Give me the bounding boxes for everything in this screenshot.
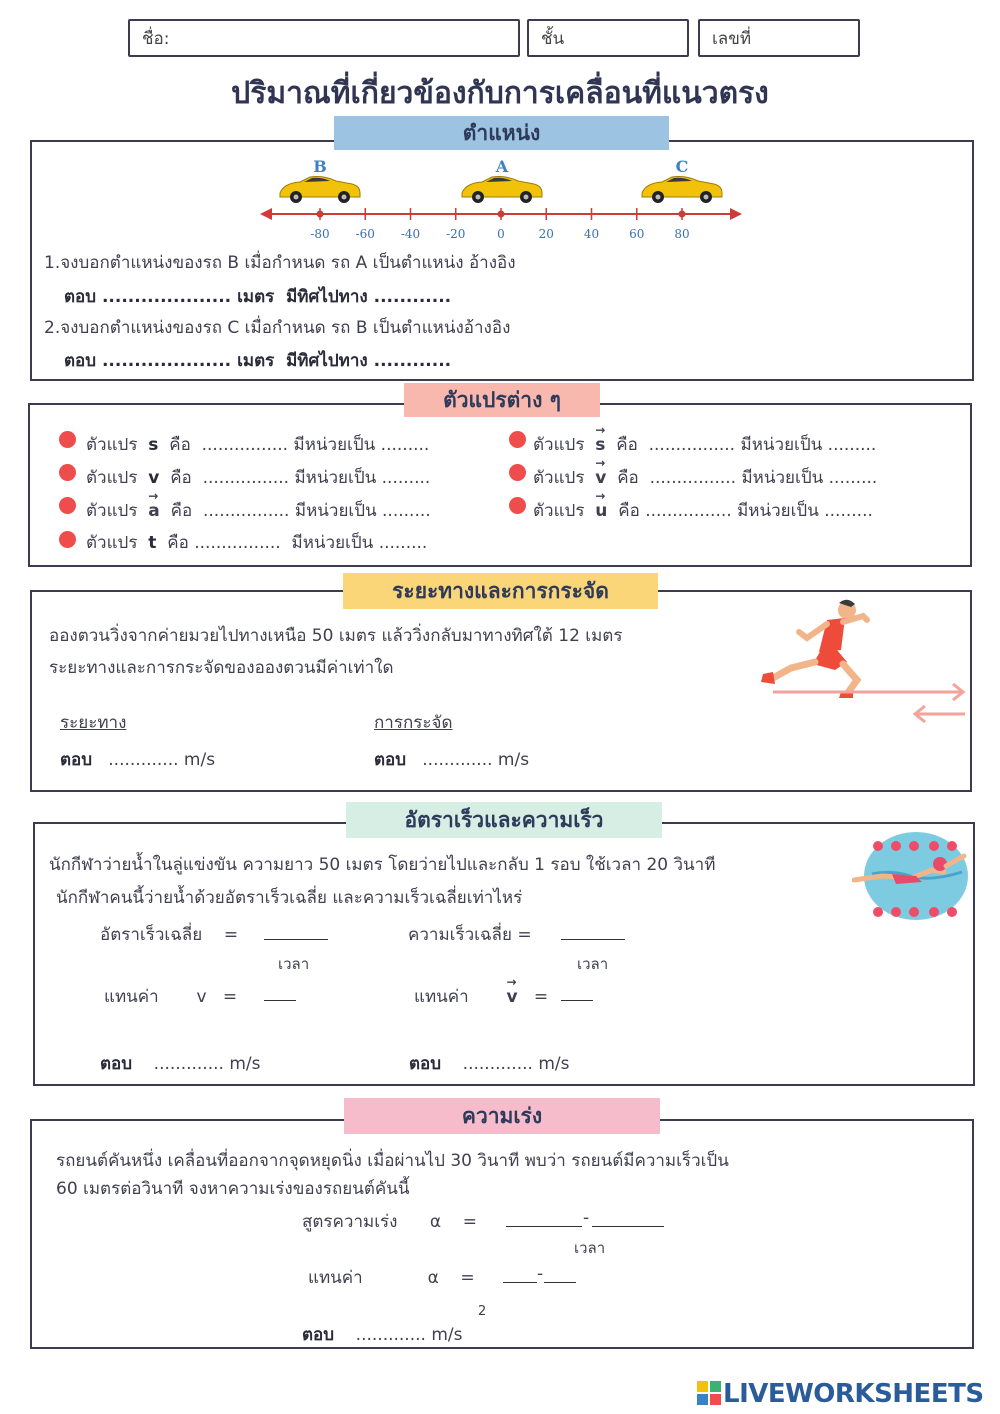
unit-blank[interactable]: ......... [824, 501, 873, 521]
bullet-dot-icon [509, 497, 526, 514]
distance-ribbon: ระยะทางและการกระจัด [343, 573, 658, 609]
displacement-column-label: การกระจัด [374, 713, 453, 733]
car-label-a: A [495, 157, 509, 176]
answer-blank[interactable]: .................... [101, 351, 232, 371]
acceleration-problem-line-1: รถยนต์คันหนึ่ง เคลื่อนที่ออกจากจุดหยุดนิ่ง เมื่อผ่านไป 30 วินาที พบว่า รถยนต์มีความเร็วเป็น [56, 1151, 729, 1171]
answer-blank[interactable]: ............. [422, 750, 493, 770]
distance-problem-line-2: ระยะทางและการกระจัดของอองตวนมีค่าเท่าใด [49, 658, 394, 678]
axis-arrow-left-icon [260, 208, 272, 220]
velocity-answer: ตอบ ............. m/s [409, 1054, 570, 1074]
axis-tick-label: 80 [674, 227, 690, 241]
question-1: 1.จงบอกตำแหน่งของรถ B เมื่อกำหนด รถ A เป็นตำแหน่ง อ้างอิง [44, 253, 516, 273]
name-field[interactable] [128, 19, 520, 57]
velocity-numerator-blank[interactable] [561, 939, 625, 940]
bullet-dot-icon [59, 431, 76, 448]
unit-blank[interactable]: ......... [827, 435, 877, 455]
meter-label: เมตร [237, 287, 275, 307]
question-2: 2.จงบอกตำแหน่งของรถ C เมื่อกำหนด รถ B เป็นตำแหน่งอ้างอิง [44, 318, 511, 338]
axis-tick-label: -80 [310, 227, 330, 241]
substitute-blank-2[interactable] [544, 1282, 576, 1283]
bullet-dot-icon [59, 464, 76, 481]
definition-blank[interactable]: ................ [645, 501, 732, 521]
answer-label: ตอบ [64, 351, 97, 371]
meter-label: เมตร [237, 351, 275, 371]
variable-row-v-vector: ตัวแปร → v คือ ................ มีหน่วยเป็น ......... [533, 464, 877, 491]
car-label-c: C [675, 157, 689, 176]
page-title: ปริมาณที่เกี่ยวข้องกับการเคลื่อนที่แนวตรง [231, 76, 769, 111]
car-label-b: B [313, 157, 327, 176]
axis-arrow-right-icon [730, 208, 742, 220]
final-velocity-blank[interactable] [506, 1226, 582, 1227]
variable-row-t: ตัวแปร t คือ ................ มีหน่วยเป็น ......... [86, 533, 428, 553]
variable-row-u-vector: ตัวแปร → u คือ ................ มีหน่วยเป็น ......... [533, 497, 873, 524]
distance-column-label: ระยะทาง [60, 713, 127, 733]
direction-label: มีทิศไปทาง [286, 351, 368, 371]
acceleration-denominator: เวลา [574, 1239, 606, 1257]
car-position-dot [498, 211, 505, 218]
axis-ticks [310, 208, 689, 241]
direction-label: มีทิศไปทาง [286, 287, 368, 307]
axis-tick-label: -20 [446, 227, 466, 241]
unit-blank[interactable]: ......... [828, 468, 878, 488]
axis-tick-label: -40 [400, 227, 421, 241]
bullet-dot-icon [509, 431, 526, 448]
formula-minus: - [583, 1208, 590, 1228]
speed-substitute-row: แทนค่า v = [104, 987, 238, 1007]
direction-blank[interactable]: ............ [373, 351, 452, 371]
axis-tick-label: 20 [538, 227, 554, 241]
speed-problem-line-1: นักกีฬาว่ายน้ำในลู่แข่งขัน ความยาว 50 เมตร โดยว่ายไปและกลับ 1 รอบ ใช้เวลา 20 วินาที [49, 855, 716, 875]
average-speed-label: อัตราเร็วเฉลี่ย = [100, 925, 239, 945]
bullet-dot-icon [509, 464, 526, 481]
speed-problem-line-2: นักกีฬาคนนี้ว่ายน้ำด้วยอัตราเร็วเฉลี่ย และความเร็วเฉลี่ยเท่าไหร่ [56, 888, 523, 908]
variable-row-s-vector: ตัวแปร → s คือ ................ มีหน่วยเป็น ......... [533, 431, 876, 458]
speed-numerator-blank[interactable] [264, 939, 328, 940]
number-line-figure [250, 150, 750, 250]
number-label: เลขที่ [712, 29, 752, 49]
swimmer-icon [854, 832, 968, 920]
bullet-dot-icon [59, 531, 76, 548]
position-ribbon: ตำแหน่ง [334, 116, 669, 150]
car-b-icon [280, 177, 360, 204]
substitute-minus: - [537, 1264, 544, 1284]
answer-blank[interactable]: ............. [153, 1054, 224, 1074]
arrow-left-icon [915, 706, 965, 722]
axis-tick-label: 60 [629, 227, 645, 241]
class-label: ชั้น [541, 29, 565, 49]
number-field[interactable] [698, 19, 860, 57]
speed-substitute-blank[interactable] [264, 1000, 296, 1001]
average-velocity-label: ความเร็วเฉลี่ย = [408, 925, 532, 945]
car-a-icon [462, 177, 542, 204]
definition-blank[interactable]: ................ [201, 435, 289, 455]
variables-ribbon: ตัวแปรต่าง ๆ [404, 383, 600, 417]
logo-text: LIVEWORKSHEETS [723, 1379, 984, 1409]
velocity-denominator: เวลา [577, 955, 609, 973]
definition-blank[interactable]: ................ [194, 533, 281, 553]
runner-illustration [755, 598, 970, 728]
axis-tick-label: 40 [583, 227, 600, 241]
speed-answer: ตอบ ............. m/s [100, 1054, 261, 1074]
velocity-substitute-row: แทนค่า → v = [414, 983, 548, 1010]
variable-row-a: ตัวแปร → a คือ ................ มีหน่วยเป็น ......... [86, 497, 431, 524]
substitute-blank-1[interactable] [503, 1282, 537, 1283]
speed-ribbon: อัตราเร็วและความเร็ว [346, 802, 662, 838]
answer-blank[interactable]: ............. [462, 1054, 533, 1074]
distance-answer: ตอบ ............. m/s [60, 750, 216, 770]
logo-mark-icon [697, 1381, 721, 1405]
acceleration-substitute-row: แทนค่า α = [308, 1268, 475, 1288]
definition-blank[interactable]: ................ [648, 435, 736, 455]
answer-label: ตอบ [64, 287, 97, 307]
displacement-answer: ตอบ ............. m/s [374, 750, 530, 770]
acceleration-formula-row: สูตรความเร่ง α = [302, 1212, 477, 1232]
answer-row-2 [64, 347, 451, 374]
velocity-substitute-blank[interactable] [561, 1000, 593, 1001]
answer-blank[interactable]: ............. [355, 1325, 426, 1345]
runner-icon [761, 600, 867, 698]
definition-blank[interactable]: ................ [202, 468, 290, 488]
unit-blank[interactable]: ......... [378, 533, 428, 553]
class-field[interactable] [527, 19, 689, 57]
axis-tick-label: -60 [355, 227, 375, 241]
car-position-dot [679, 211, 686, 218]
unit-blank[interactable]: ......... [382, 501, 431, 521]
answer-row-1 [64, 283, 451, 310]
unit-blank[interactable]: ......... [381, 468, 431, 488]
name-label: ชื่อ: [142, 29, 170, 49]
distance-problem-line-1: อองตวนวิ่งจากค่ายมวยไปทางเหนือ 50 เมตร แล้ววิ่งกลับมาทางทิศใต้ 12 เมตร [49, 626, 623, 646]
variable-row-s: ตัวแปร s คือ ................ มีหน่วยเป็น ......... [86, 435, 430, 455]
definition-blank[interactable]: ................ [649, 468, 737, 488]
unit-exponent: 2 [478, 1304, 487, 1319]
car-c-icon [642, 177, 722, 204]
arrow-right-icon [773, 684, 963, 700]
unit-blank[interactable]: ......... [380, 435, 430, 455]
swimmer-illustration [852, 828, 970, 924]
definition-blank[interactable]: ................ [202, 501, 290, 521]
acceleration-problem-line-2: 60 เมตรต่อวินาที จงหาความเร่งของรถยนต์คันนี้ [56, 1179, 410, 1199]
acceleration-ribbon: ความเร่ง [344, 1098, 660, 1134]
axis-tick-label: 0 [497, 227, 505, 241]
initial-velocity-blank[interactable] [592, 1226, 664, 1227]
acceleration-answer: ตอบ ............. m/s [302, 1325, 463, 1345]
car-position-dot [317, 211, 324, 218]
answer-blank[interactable]: ............. [108, 750, 179, 770]
answer-blank[interactable]: .................... [101, 287, 232, 307]
variable-row-v: ตัวแปร v คือ ................ มีหน่วยเป็น ......... [86, 468, 431, 488]
speed-denominator: เวลา [278, 955, 310, 973]
bullet-dot-icon [59, 497, 76, 514]
direction-blank[interactable]: ............ [373, 287, 452, 307]
